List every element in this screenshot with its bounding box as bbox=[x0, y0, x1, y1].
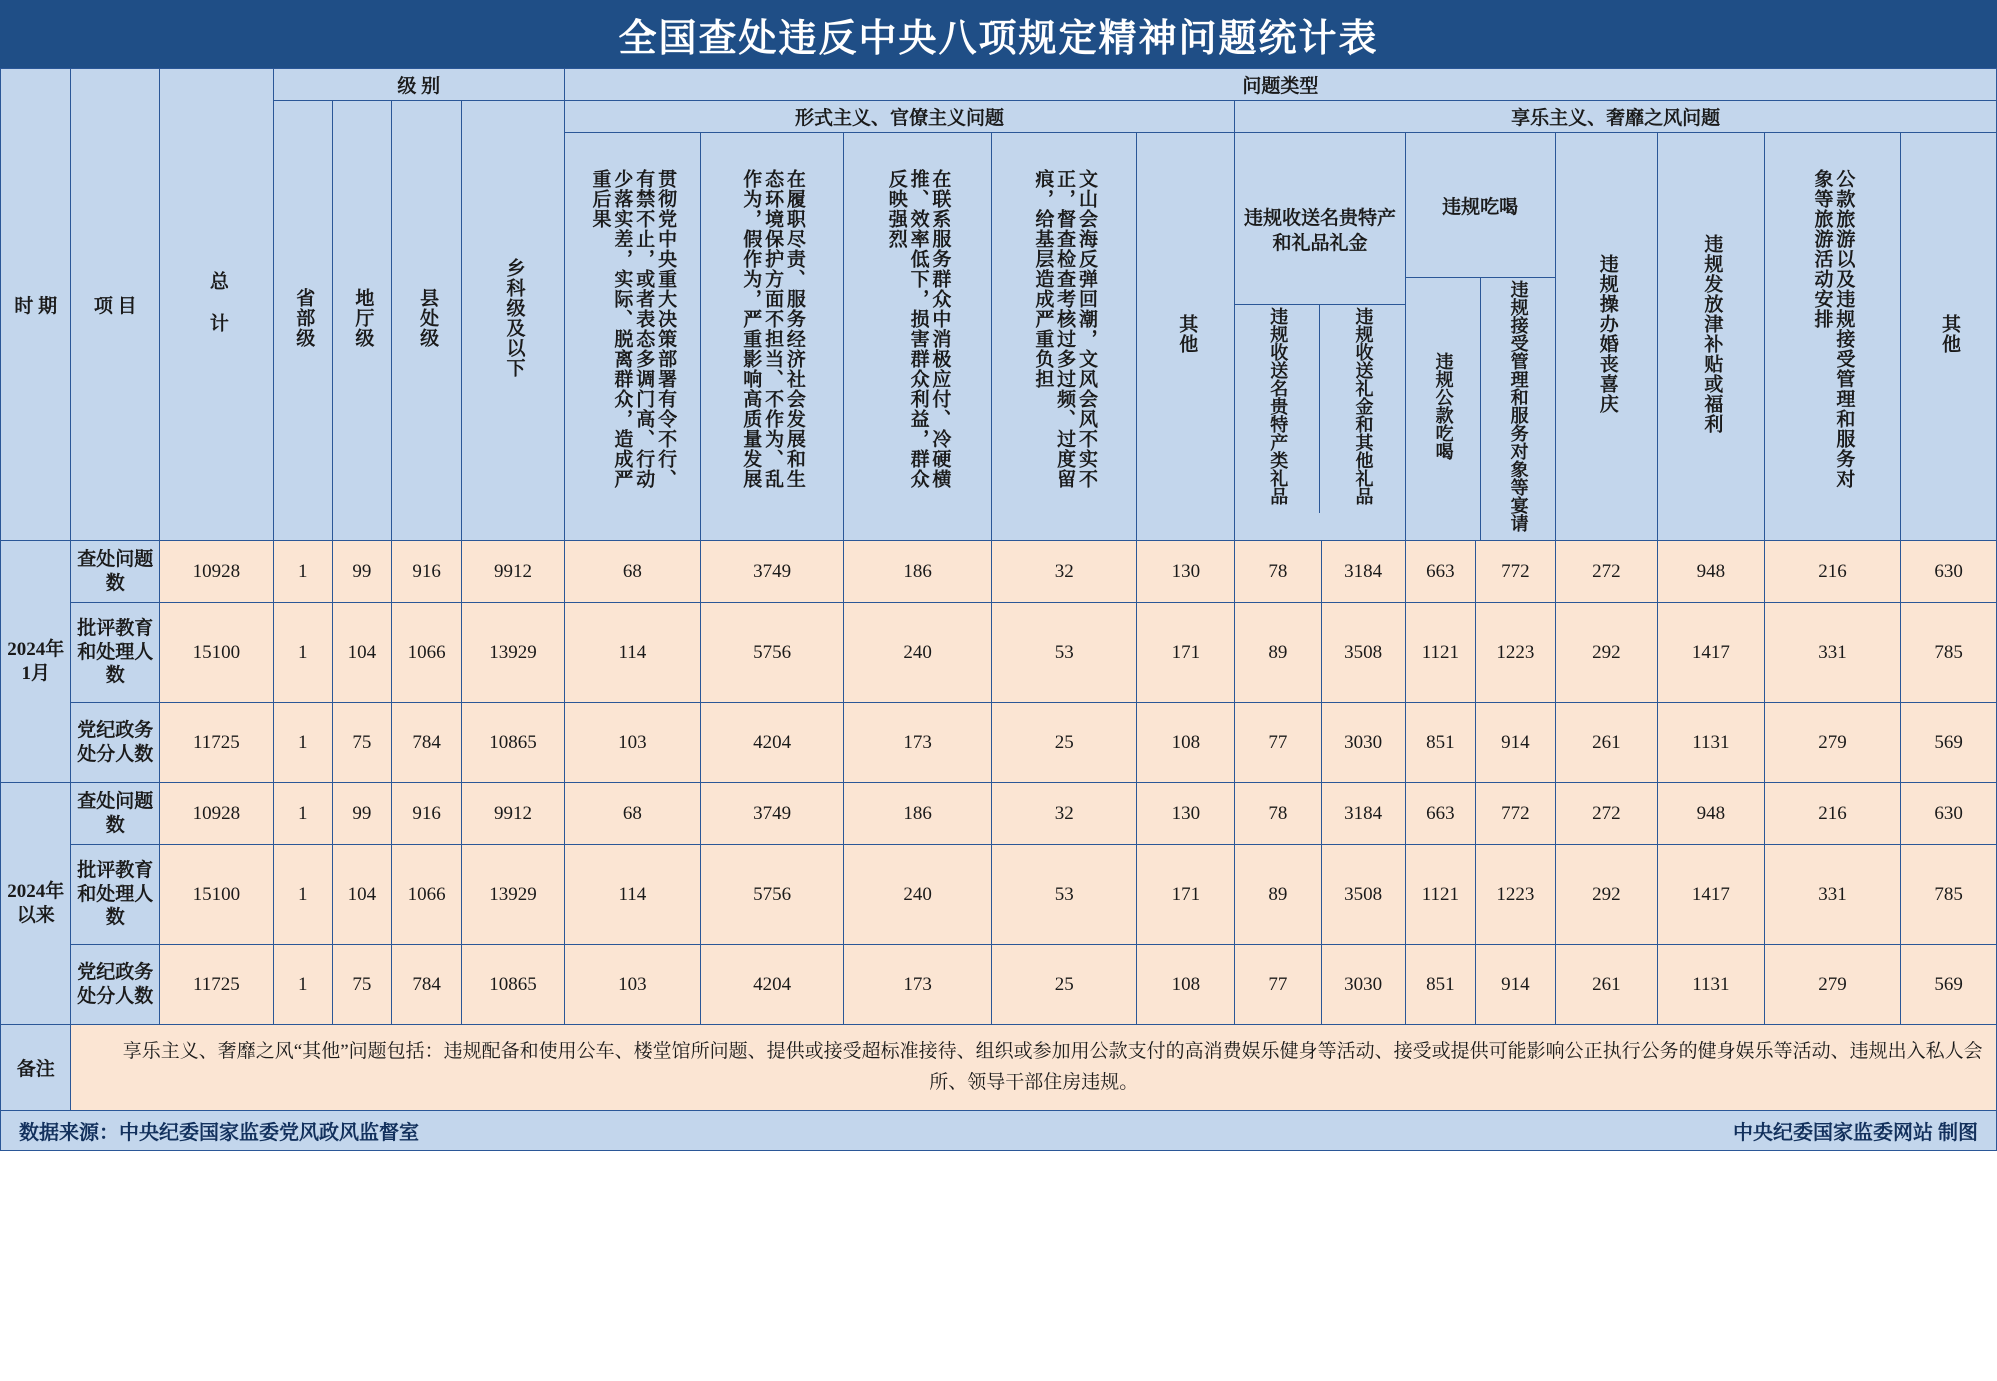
header-level-county: 县处级 bbox=[391, 101, 461, 541]
cell-eat-1: 1121 bbox=[1405, 845, 1475, 945]
cell-eat-1: 1121 bbox=[1405, 603, 1475, 703]
cell-total: 15100 bbox=[160, 603, 274, 703]
cell-hedonism-other: 630 bbox=[1901, 783, 1997, 845]
cell-formalism-3: 240 bbox=[844, 845, 992, 945]
header-hedonism-other: 其他 bbox=[1901, 133, 1997, 541]
cell-gift-1: 78 bbox=[1235, 783, 1321, 845]
header-level-group: 级 别 bbox=[273, 69, 564, 101]
cell-formalism-4: 53 bbox=[992, 603, 1137, 703]
cell-gift-2: 3508 bbox=[1321, 603, 1405, 703]
cell-eat-2: 914 bbox=[1476, 945, 1556, 1025]
cell-eat-1: 663 bbox=[1405, 783, 1475, 845]
cell-gift-2: 3030 bbox=[1321, 945, 1405, 1025]
cell-hedonism-wedding: 272 bbox=[1555, 541, 1657, 603]
cell-total: 11725 bbox=[160, 945, 274, 1025]
cell-hedonism-allowance: 1417 bbox=[1657, 845, 1764, 945]
cell-formalism-other: 171 bbox=[1137, 603, 1235, 703]
cell-hedonism-allowance: 948 bbox=[1657, 783, 1764, 845]
cell-gift-1: 89 bbox=[1235, 845, 1321, 945]
cell-level-provincial: 1 bbox=[273, 783, 332, 845]
cell-formalism-other: 130 bbox=[1137, 541, 1235, 603]
cell-hedonism-travel: 279 bbox=[1764, 703, 1900, 783]
cell-hedonism-allowance: 1417 bbox=[1657, 603, 1764, 703]
cell-level-provincial: 1 bbox=[273, 541, 332, 603]
cell-gift-2: 3508 bbox=[1321, 845, 1405, 945]
cell-formalism-1: 114 bbox=[564, 845, 700, 945]
cell-level-provincial: 1 bbox=[273, 945, 332, 1025]
cell-formalism-1: 68 bbox=[564, 541, 700, 603]
cell-level-county: 1066 bbox=[391, 603, 461, 703]
cell-level-county: 916 bbox=[391, 783, 461, 845]
cell-total: 10928 bbox=[160, 541, 274, 603]
header-row-1 bbox=[1, 69, 1997, 101]
cell-formalism-2: 5756 bbox=[701, 845, 844, 945]
header-row-2 bbox=[1, 101, 1997, 133]
row-item-label: 查处问题数 bbox=[71, 783, 160, 845]
header-formalism-other: 其他 bbox=[1137, 133, 1235, 541]
cell-total: 10928 bbox=[160, 783, 274, 845]
cell-hedonism-wedding: 272 bbox=[1555, 783, 1657, 845]
cell-level-bureau: 99 bbox=[332, 541, 391, 603]
header-hedonism-wedding: 违规操办婚丧喜庆 bbox=[1555, 133, 1657, 541]
cell-formalism-1: 68 bbox=[564, 783, 700, 845]
cell-level-bureau: 75 bbox=[332, 945, 391, 1025]
cell-gift-1: 77 bbox=[1235, 945, 1321, 1025]
header-formalism-col-4: 文山会海反弹回潮，文风会风不实不正，督查检查考核过多过频、过度留痕，给基层造成严重负担 bbox=[992, 133, 1137, 541]
cell-formalism-3: 173 bbox=[844, 703, 992, 783]
cell-level-township: 10865 bbox=[462, 703, 564, 783]
cell-hedonism-allowance: 948 bbox=[1657, 541, 1764, 603]
cell-eat-2: 914 bbox=[1476, 703, 1556, 783]
cell-eat-2: 772 bbox=[1476, 783, 1556, 845]
table-row bbox=[1, 703, 1997, 783]
header-formalism-col-2: 在履职尽责、服务经济社会发展和生态环境保护方面不担当、不作为、乱作为，假作为，严重影响高质量发展 bbox=[701, 133, 844, 541]
cell-hedonism-other: 785 bbox=[1901, 845, 1997, 945]
footer bbox=[0, 1111, 1997, 1151]
cell-formalism-2: 4204 bbox=[701, 703, 844, 783]
table-row bbox=[1, 541, 1997, 603]
cell-formalism-4: 32 bbox=[992, 541, 1137, 603]
cell-level-township: 9912 bbox=[462, 783, 564, 845]
cell-hedonism-wedding: 292 bbox=[1555, 603, 1657, 703]
cell-formalism-1: 103 bbox=[564, 945, 700, 1025]
note-text: 享乐主义、奢靡之风“其他”问题包括：违规配备和使用公车、楼堂馆所问题、提供或接受超标准接待、组织或参加用公款支付的高消费娱乐健身等活动、接受或提供可能影响公正执行公务的健身娱乐等活动、违规出入私人会所、领导干部住房违规。 bbox=[71, 1025, 1997, 1111]
header-eat-sub-1: 违规公款吃喝 bbox=[1406, 278, 1481, 541]
cell-formalism-3: 240 bbox=[844, 603, 992, 703]
cell-level-township: 10865 bbox=[462, 945, 564, 1025]
period-label-2: 2024年以来 bbox=[1, 783, 71, 1025]
period-label-1: 2024年1月 bbox=[1, 541, 71, 783]
header-group-formalism: 形式主义、官僚主义问题 bbox=[564, 101, 1235, 133]
cell-level-township: 13929 bbox=[462, 603, 564, 703]
cell-level-provincial: 1 bbox=[273, 603, 332, 703]
cell-formalism-4: 32 bbox=[992, 783, 1137, 845]
header-level-bureau: 地厅级 bbox=[332, 101, 391, 541]
cell-eat-2: 1223 bbox=[1476, 603, 1556, 703]
cell-eat-2: 772 bbox=[1476, 541, 1556, 603]
row-item-label: 批评教育和处理人数 bbox=[71, 845, 160, 945]
header-level-township: 乡科级及以下 bbox=[462, 101, 564, 541]
footer-credit: 中央纪委国家监委网站 制图 bbox=[1733, 1122, 1978, 1144]
cell-gift-2: 3184 bbox=[1321, 541, 1405, 603]
cell-hedonism-travel: 216 bbox=[1764, 783, 1900, 845]
row-item-label: 党纪政务处分人数 bbox=[71, 945, 160, 1025]
cell-hedonism-other: 569 bbox=[1901, 703, 1997, 783]
table-row bbox=[1, 845, 1997, 945]
page-title: 全国查处违反中央八项规定精神问题统计表 bbox=[0, 0, 1997, 68]
cell-hedonism-wedding: 292 bbox=[1555, 845, 1657, 945]
cell-level-bureau: 99 bbox=[332, 783, 391, 845]
cell-eat-2: 1223 bbox=[1476, 845, 1556, 945]
header-formalism-col-1: 贯彻党中央重大决策部署有令不行、有禁不止，或者表态多调门高、行动少落实差，实际、脱离群众，造成严重后果 bbox=[564, 133, 700, 541]
header-eat-sub-2: 违规接受管理和服务对象等宴请 bbox=[1508, 280, 1529, 532]
header-level-provincial: 省部级 bbox=[273, 101, 332, 541]
cell-formalism-other: 130 bbox=[1137, 783, 1235, 845]
table-row bbox=[1, 945, 1997, 1025]
note-label: 备注 bbox=[1, 1025, 71, 1111]
cell-formalism-2: 5756 bbox=[701, 603, 844, 703]
cell-formalism-3: 173 bbox=[844, 945, 992, 1025]
footer-source: 数据来源：中央纪委国家监委党风政风监督室 bbox=[19, 1122, 419, 1144]
cell-hedonism-travel: 331 bbox=[1764, 603, 1900, 703]
cell-level-township: 9912 bbox=[462, 541, 564, 603]
header-eat-title: 违规吃喝 bbox=[1406, 133, 1555, 278]
cell-level-provincial: 1 bbox=[273, 845, 332, 945]
note-row bbox=[1, 1025, 1997, 1111]
cell-gift-2: 3030 bbox=[1321, 703, 1405, 783]
cell-level-county: 916 bbox=[391, 541, 461, 603]
header-item: 项 目 bbox=[71, 69, 160, 541]
cell-formalism-4: 25 bbox=[992, 945, 1137, 1025]
header-hedonism-allowance: 违规发放津补贴或福利 bbox=[1657, 133, 1764, 541]
header-hedonism-travel: 公款旅游以及违规接受管理和服务对象等旅游活动安排 bbox=[1764, 133, 1900, 541]
cell-hedonism-other: 785 bbox=[1901, 603, 1997, 703]
row-item-label: 查处问题数 bbox=[71, 541, 160, 603]
cell-gift-1: 78 bbox=[1235, 541, 1321, 603]
cell-gift-1: 77 bbox=[1235, 703, 1321, 783]
header-group-hedonism: 享乐主义、奢靡之风问题 bbox=[1235, 101, 1997, 133]
table-row bbox=[1, 603, 1997, 703]
cell-level-county: 784 bbox=[391, 945, 461, 1025]
cell-eat-1: 851 bbox=[1405, 703, 1475, 783]
header-hedonism-eat-group bbox=[1405, 133, 1555, 541]
cell-eat-1: 663 bbox=[1405, 541, 1475, 603]
cell-hedonism-other: 630 bbox=[1901, 541, 1997, 603]
cell-formalism-other: 108 bbox=[1137, 945, 1235, 1025]
cell-gift-2: 3184 bbox=[1321, 783, 1405, 845]
cell-formalism-other: 171 bbox=[1137, 845, 1235, 945]
cell-formalism-3: 186 bbox=[844, 783, 992, 845]
header-total-label: 总 计 bbox=[206, 270, 228, 333]
header-gift-title: 违规收送名贵特产和礼品礼金 bbox=[1235, 160, 1404, 305]
cell-formalism-4: 25 bbox=[992, 703, 1137, 783]
header-problem-type: 问题类型 bbox=[564, 69, 1996, 101]
header-hedonism-gift-group bbox=[1235, 133, 1405, 541]
cell-hedonism-other: 569 bbox=[1901, 945, 1997, 1025]
table-row bbox=[1, 783, 1997, 845]
cell-hedonism-allowance: 1131 bbox=[1657, 703, 1764, 783]
header-gift-sub-2: 违规收送礼金和其他礼品 bbox=[1353, 307, 1374, 505]
cell-formalism-1: 103 bbox=[564, 703, 700, 783]
cell-formalism-1: 114 bbox=[564, 603, 700, 703]
cell-hedonism-travel: 216 bbox=[1764, 541, 1900, 603]
statistics-table bbox=[0, 68, 1997, 1111]
cell-level-county: 784 bbox=[391, 703, 461, 783]
cell-level-bureau: 104 bbox=[332, 845, 391, 945]
cell-gift-1: 89 bbox=[1235, 603, 1321, 703]
header-total bbox=[160, 69, 274, 541]
cell-level-county: 1066 bbox=[391, 845, 461, 945]
row-item-label: 党纪政务处分人数 bbox=[71, 703, 160, 783]
cell-hedonism-wedding: 261 bbox=[1555, 945, 1657, 1025]
cell-formalism-2: 3749 bbox=[701, 783, 844, 845]
header-period: 时 期 bbox=[1, 69, 71, 541]
cell-formalism-4: 53 bbox=[992, 845, 1137, 945]
cell-hedonism-allowance: 1131 bbox=[1657, 945, 1764, 1025]
cell-level-bureau: 104 bbox=[332, 603, 391, 703]
cell-level-provincial: 1 bbox=[273, 703, 332, 783]
row-item-label: 批评教育和处理人数 bbox=[71, 603, 160, 703]
cell-total: 15100 bbox=[160, 845, 274, 945]
cell-hedonism-wedding: 261 bbox=[1555, 703, 1657, 783]
cell-hedonism-travel: 279 bbox=[1764, 945, 1900, 1025]
header-formalism-col-3: 在联系服务群众中消极应付、冷硬横推、效率低下，损害群众利益，群众反映强烈 bbox=[844, 133, 992, 541]
cell-eat-1: 851 bbox=[1405, 945, 1475, 1025]
header-gift-sub-1: 违规收送名贵特产类礼品 bbox=[1235, 305, 1320, 514]
cell-formalism-2: 3749 bbox=[701, 541, 844, 603]
cell-level-bureau: 75 bbox=[332, 703, 391, 783]
cell-formalism-2: 4204 bbox=[701, 945, 844, 1025]
cell-formalism-other: 108 bbox=[1137, 703, 1235, 783]
cell-total: 11725 bbox=[160, 703, 274, 783]
cell-formalism-3: 186 bbox=[844, 541, 992, 603]
cell-hedonism-travel: 331 bbox=[1764, 845, 1900, 945]
cell-level-township: 13929 bbox=[462, 845, 564, 945]
